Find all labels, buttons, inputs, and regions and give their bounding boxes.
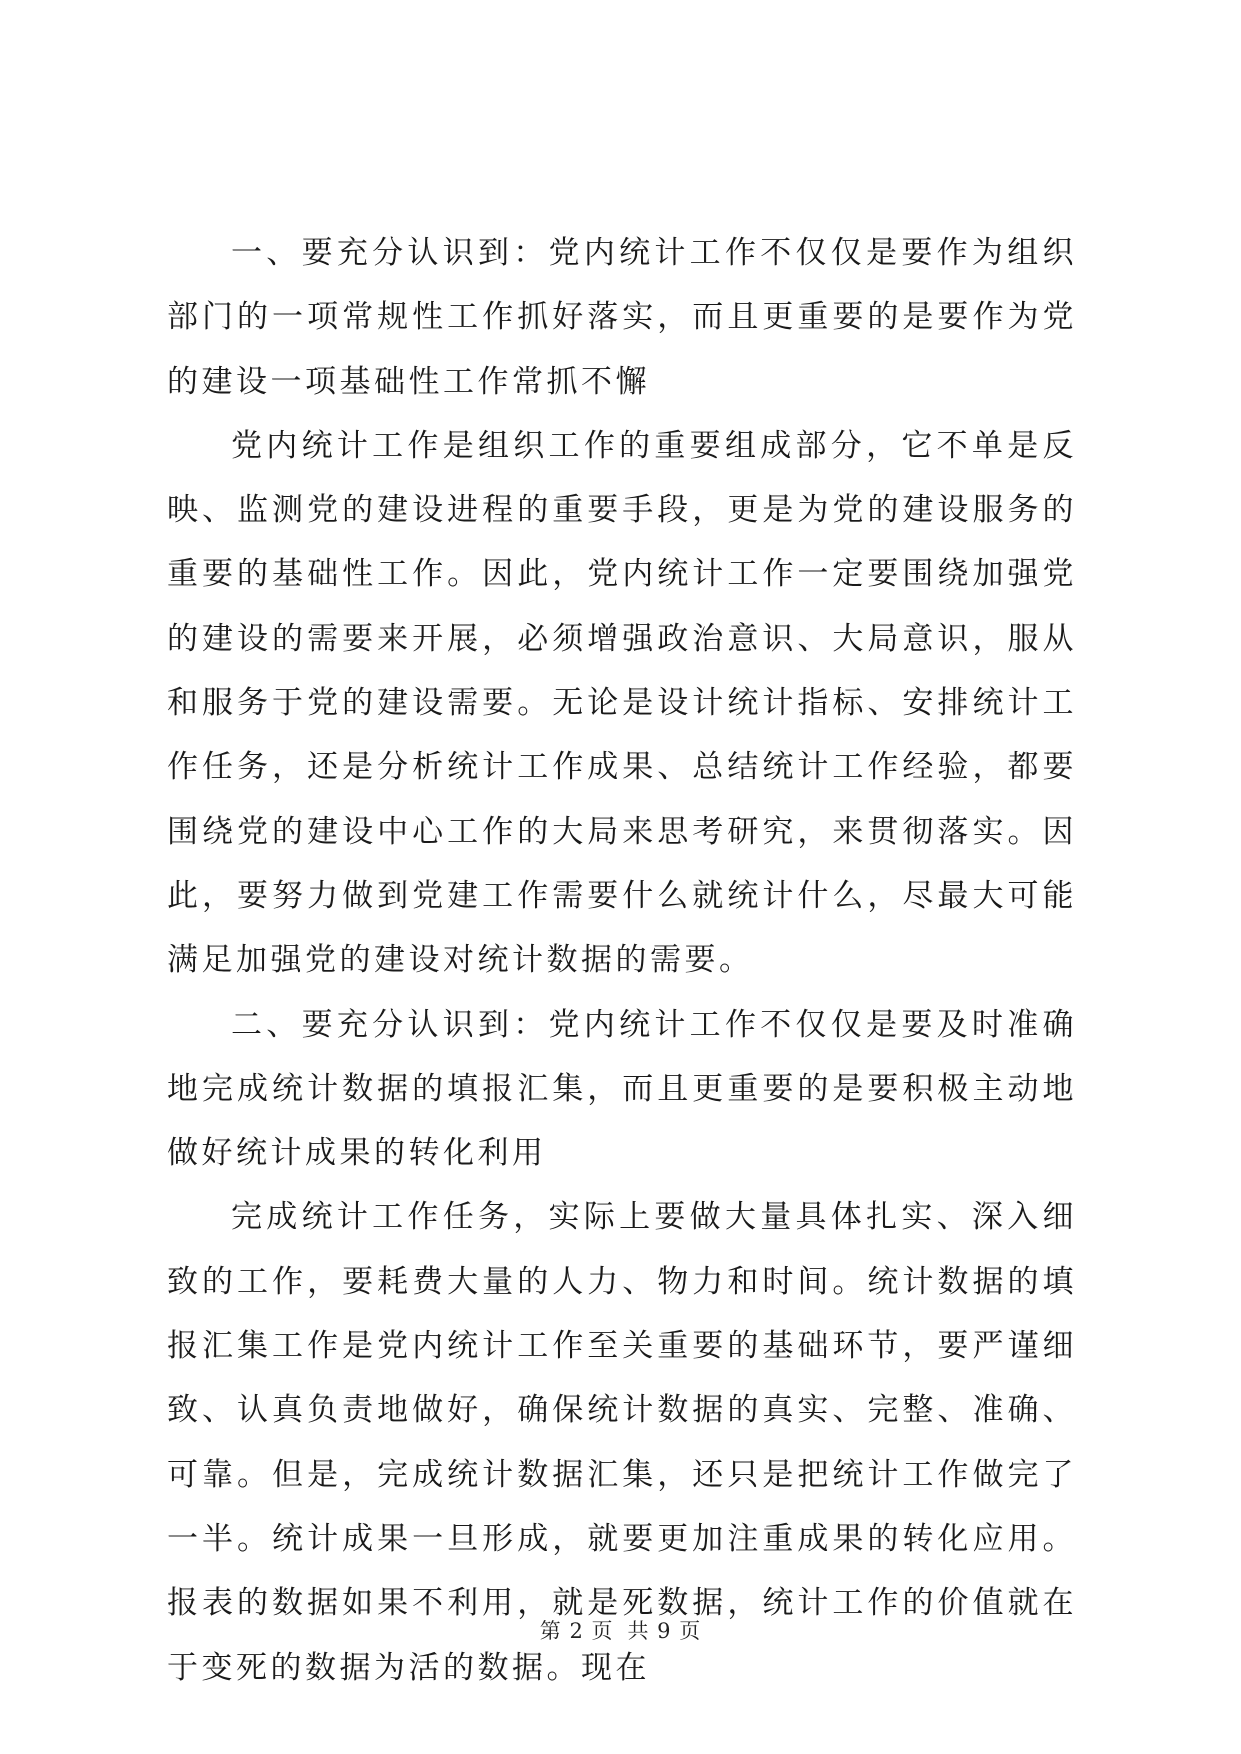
page-number: 第 2 页 xyxy=(539,1619,614,1643)
section-heading-2: 二、要充分认识到：党内统计工作不仅仅是要及时准确地完成统计数据的填报汇集，而且更重要的是要积极主动地做好统计成果的转化利用 xyxy=(167,1006,1077,1172)
page-total: 共 9 页 xyxy=(627,1619,702,1643)
document-body xyxy=(167,221,1077,1700)
section-heading-1: 一、要充分认识到：党内统计工作不仅仅是要作为组织部门的一项常规性工作抓好落实，而且更重要的是要作为党的建设一项基础性工作常抓不懈 xyxy=(167,235,1077,400)
body-paragraph-1: 党内统计工作是组织工作的重要组成部分，它不单是反映、监测党的建设进程的重要手段，更是为党的建设服务的重要的基础性工作。因此，党内统计工作一定要围绕加强党的建设的需要来开展，必须增强政治意识、大局意识，服从和服务于党的建设需要。无论是设计统计指标、安排统计工作任务，还是分析统计工作成果、总结统计工作经验，都要围绕党的建设中心工作的大局来思考研究，来贯彻落实。因此，要努力做到党建工作需要什么就统计什么，尽最大可能满足加强党的建设对统计数据的需要。 xyxy=(167,427,1077,979)
page-footer xyxy=(0,1615,1241,1645)
body-paragraph-2: 完成统计工作任务，实际上要做大量具体扎实、深入细致的工作，要耗费大量的人力、物力和时间。统计数据的填报汇集工作是党内统计工作至关重要的基础环节，要严谨细致、认真负责地做好，确保统计数据的真实、完整、准确、可靠。但是，完成统计数据汇集，还只是把统计工作做完了一半。统计成果一旦形成，就要更加注重成果的转化应用。报表的数据如果不利用，就是死数据，统计工作的价值就在于变死的数据为活的数据。现在 xyxy=(167,1199,1077,1686)
